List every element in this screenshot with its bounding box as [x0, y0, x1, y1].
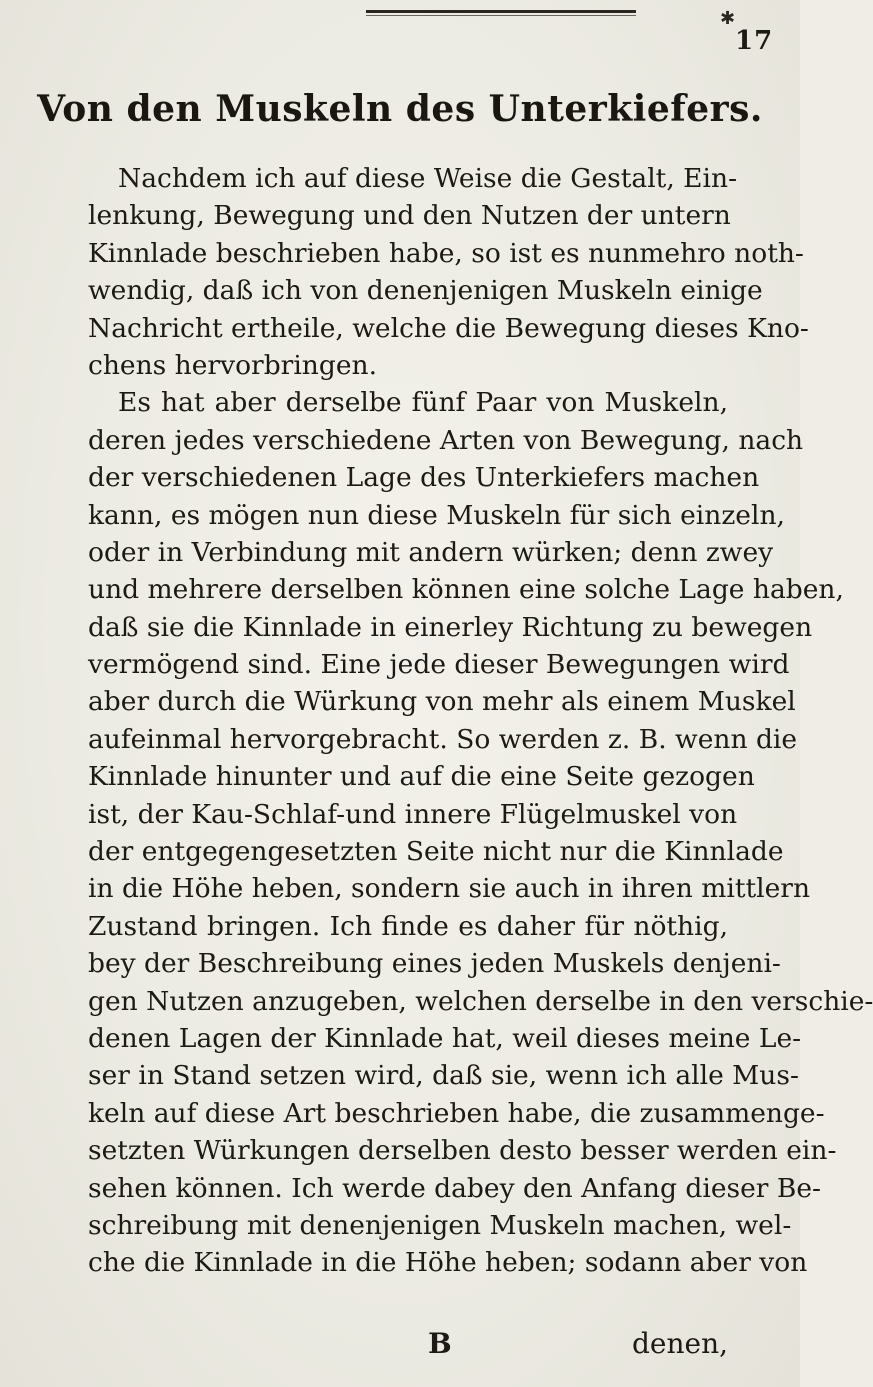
- text-line: ist, der Kau-Schlaf-und innere Flügelmuskel von: [88, 798, 738, 830]
- body-text: [88, 160, 873, 1282]
- text-line: chens hervorbringen.: [88, 349, 378, 381]
- text-line: Kinnlade beschrieben habe, so ist es nunmehro noth-: [88, 237, 804, 269]
- text-line: ser in Stand setzen wird, daß sie, wenn ich alle Mus-: [88, 1060, 799, 1092]
- text-line: denen Lagen der Kinnlade hat, weil dieses meine Le-: [88, 1022, 802, 1054]
- text-line: che die Kinnlade in die Höhe heben; sodann aber von: [88, 1247, 808, 1279]
- catchword: denen,: [631, 1327, 728, 1360]
- text-line: kann, es mögen nun diese Muskeln für sich einzeln,: [88, 499, 785, 531]
- text-line: in die Höhe heben, sondern sie auch in ihren mittlern: [88, 873, 811, 905]
- text-line: deren jedes verschiedene Arten von Bewegung, nach: [88, 424, 804, 456]
- text-line: Kinnlade hinunter und auf die eine Seite gezogen: [88, 761, 755, 793]
- text-line: Es hat aber derselbe fünf Paar von Muskeln,: [118, 387, 728, 419]
- text-line: oder in Verbindung mit andern würken; denn zwey: [88, 536, 774, 568]
- printer-mark: ✱: [720, 8, 736, 29]
- page-footer: [88, 1327, 728, 1367]
- text-line: daß sie die Kinnlade in einerley Richtung zu bewegen: [88, 611, 813, 643]
- text-line: der verschiedenen Lage des Unterkiefers machen: [88, 462, 760, 494]
- text-line: aber durch die Würkung von mehr als einem Muskel: [88, 686, 796, 718]
- text-line: schreibung mit denenjenigen Muskeln machen, wel-: [88, 1209, 792, 1241]
- text-line: vermögend sind. Eine jede dieser Bewegungen wird: [88, 649, 790, 681]
- top-rule-bar: [366, 10, 636, 13]
- text-line: bey der Beschreibung eines jeden Muskels denjeni-: [88, 948, 781, 980]
- top-rule: [248, 10, 748, 16]
- text-line: aufeinmal hervorgebracht. So werden z. B. wenn die: [88, 723, 798, 755]
- chapter-heading: Von den Muskeln des Unterkiefers.: [37, 88, 763, 130]
- text-line: Zustand bringen. Ich finde es daher für nöthig,: [88, 910, 728, 942]
- text-line: Nachdem ich auf diese Weise die Gestalt, Ein-: [118, 163, 738, 194]
- text-line: sehen können. Ich werde dabey den Anfang dieser Be-: [88, 1172, 821, 1204]
- text-line: der entgegengesetzten Seite nicht nur die Kinnlade: [88, 836, 784, 868]
- text-line: keln auf diese Art beschrieben habe, die zusammenge-: [88, 1097, 825, 1129]
- text-line: gen Nutzen anzugeben, welchen derselbe in den verschie-: [88, 985, 873, 1017]
- text-line: wendig, daß ich von denenjenigen Muskeln einige: [88, 275, 763, 307]
- text-line: setzten Würkungen derselben desto besser werden ein-: [88, 1135, 837, 1167]
- text-line: und mehrere derselben können eine solche Lage haben,: [88, 574, 844, 606]
- top-rule-thin-bar: [366, 15, 636, 16]
- signature-mark: B: [428, 1327, 452, 1360]
- text-line: lenkung, Bewegung und den Nutzen der untern: [88, 200, 731, 232]
- text-line: Nachricht ertheile, welche die Bewegung dieses Kno-: [88, 312, 809, 344]
- page-number: 17: [735, 26, 774, 56]
